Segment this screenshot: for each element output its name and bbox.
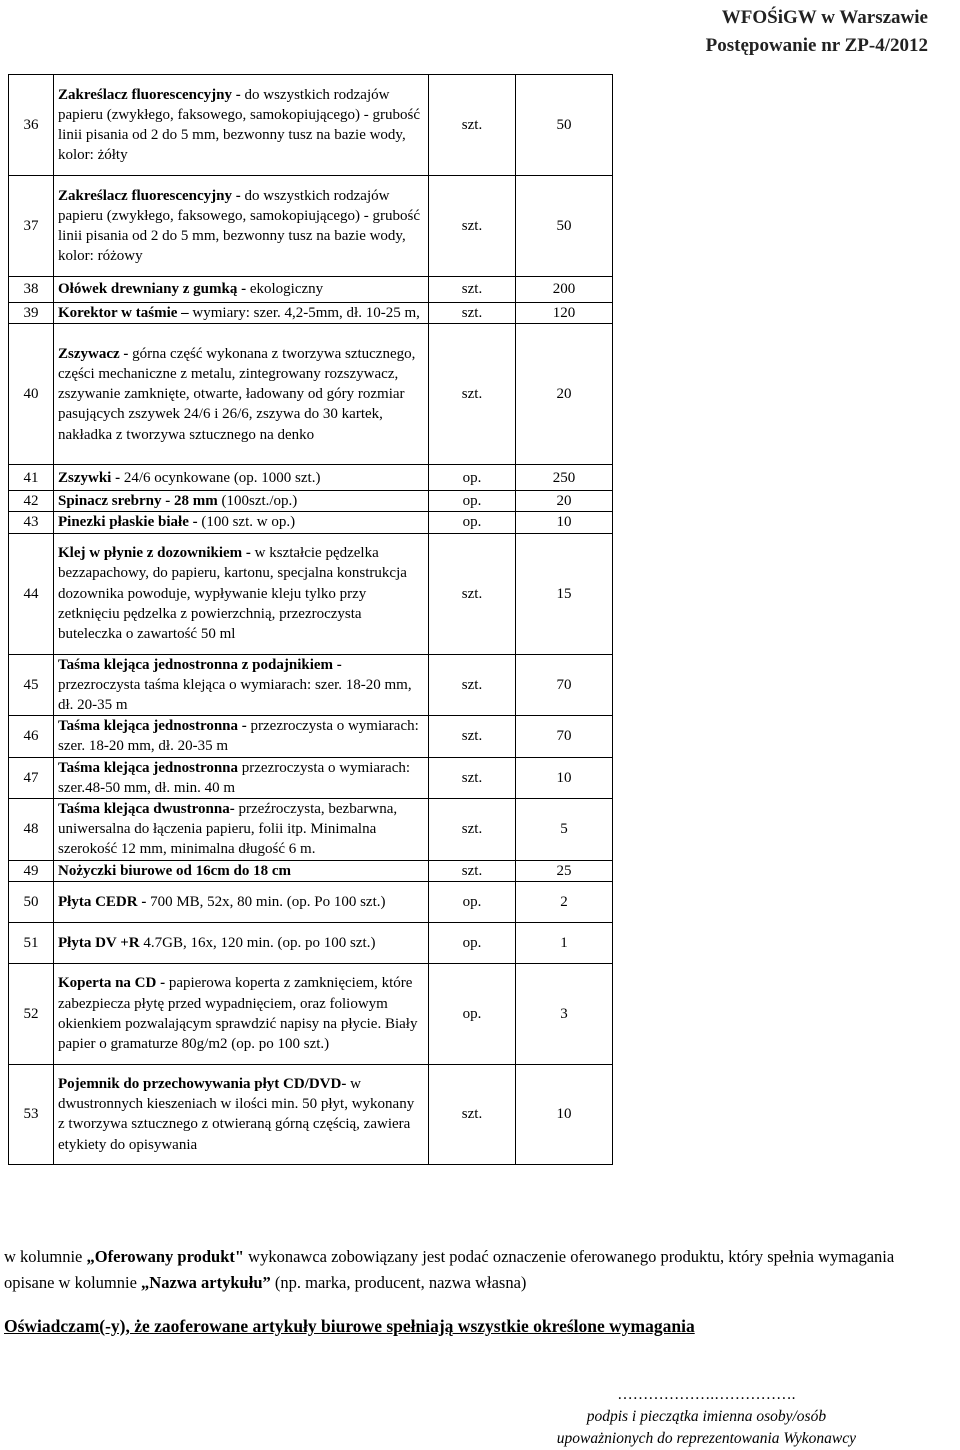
item-name-bold: Ołówek drewniany z gumką - <box>58 281 246 297</box>
item-name <box>54 799 429 861</box>
item-number: 46 <box>9 716 54 757</box>
item-quantity: 200 <box>516 277 613 303</box>
offered-product-cell <box>613 881 960 922</box>
item-quantity: 10 <box>516 1064 613 1164</box>
items-table <box>8 74 960 1165</box>
offered-product-cell <box>613 465 960 491</box>
offered-product-cell <box>613 963 960 1064</box>
item-name-bold: Taśma klejąca dwustronna- <box>58 801 235 817</box>
item-name <box>54 491 429 512</box>
item-name-bold: Zszywki - <box>58 470 120 486</box>
offered-product-cell <box>613 533 960 654</box>
item-name <box>54 922 429 963</box>
item-name <box>54 324 429 465</box>
item-number: 48 <box>9 799 54 861</box>
item-unit: szt. <box>429 799 516 861</box>
item-unit: op. <box>429 963 516 1064</box>
table-row <box>9 465 960 491</box>
item-unit: szt. <box>429 176 516 277</box>
item-name-bold: Korektor w taśmie – <box>58 305 189 321</box>
footer-note <box>4 1244 944 1296</box>
offered-product-cell <box>613 491 960 512</box>
item-quantity: 20 <box>516 324 613 465</box>
item-name-bold: Zakreślacz fluorescencyjny - <box>58 87 241 103</box>
offered-product-cell <box>613 757 960 798</box>
item-name-bold: Spinacz srebrny - 28 mm <box>58 493 218 509</box>
item-name-rest: ekologiczny <box>246 281 323 297</box>
item-unit: szt. <box>429 324 516 465</box>
item-name <box>54 512 429 533</box>
item-number: 45 <box>9 654 54 716</box>
table-row <box>9 716 960 757</box>
item-unit: op. <box>429 465 516 491</box>
item-unit: szt. <box>429 277 516 303</box>
item-number: 42 <box>9 491 54 512</box>
item-quantity: 250 <box>516 465 613 491</box>
item-number: 37 <box>9 176 54 277</box>
procedure-number: Postępowanie nr ZP-4/2012 <box>706 32 928 60</box>
item-name-rest: wymiary: szer. 4,2-5mm, dł. 10-25 m, <box>189 305 420 321</box>
offered-product-cell <box>613 1064 960 1164</box>
item-number: 52 <box>9 963 54 1064</box>
table-row <box>9 324 960 465</box>
item-name-rest: do wszystkich rodzajów papieru (zwykłego, faksowego, samokopiującego) - grubość linii pisania od 2 do 5 mm, bezwonny tusz na bazie wody, kolor: różowy <box>58 188 420 265</box>
item-name-bold: Taśma klejąca jednostronna <box>58 760 238 776</box>
item-name <box>54 75 429 176</box>
offered-product-cell <box>613 860 960 881</box>
offered-product-cell <box>613 512 960 533</box>
item-number: 47 <box>9 757 54 798</box>
item-name-rest: przezroczysta o wymiarach: szer. 18-20 mm, dł. 20-35 m <box>58 718 419 754</box>
item-quantity: 120 <box>516 303 613 324</box>
footer-text-1: w kolumnie <box>4 1247 87 1266</box>
offered-product-cell <box>613 176 960 277</box>
item-quantity: 25 <box>516 860 613 881</box>
item-quantity: 70 <box>516 654 613 716</box>
item-number: 39 <box>9 303 54 324</box>
item-unit: szt. <box>429 757 516 798</box>
item-number: 50 <box>9 881 54 922</box>
item-quantity: 10 <box>516 757 613 798</box>
signature-line-2: upoważnionych do reprezentowania Wykonawcy <box>557 1428 856 1450</box>
item-unit: szt. <box>429 654 516 716</box>
item-unit: op. <box>429 512 516 533</box>
item-name-rest: (100szt./op.) <box>218 493 298 509</box>
item-name-rest: w dwustronnych kieszeniach w ilości min. 50 płyt, wykonany z tworzywa sztucznego z otwieraną górną częścią, zawiera etykiety do opisywania <box>58 1076 414 1153</box>
item-name <box>54 963 429 1064</box>
offered-product-cell <box>613 716 960 757</box>
table-row <box>9 654 960 716</box>
item-name <box>54 533 429 654</box>
offered-product-cell <box>613 303 960 324</box>
item-name <box>54 654 429 716</box>
item-quantity: 15 <box>516 533 613 654</box>
signature-dots: ……………….……………. <box>557 1384 856 1406</box>
item-quantity: 10 <box>516 512 613 533</box>
declaration: Oświadczam(-y), że zaoferowane artykuły biurowe spełniają wszystkie określone wymagania <box>4 1316 695 1337</box>
item-unit: szt. <box>429 75 516 176</box>
item-number: 53 <box>9 1064 54 1164</box>
table-row <box>9 491 960 512</box>
offered-product-cell <box>613 922 960 963</box>
item-number: 49 <box>9 860 54 881</box>
item-name-bold: Zszywacz - <box>58 346 128 362</box>
item-name-bold: Pinezki płaskie białe - <box>58 514 198 530</box>
item-number: 36 <box>9 75 54 176</box>
table-row <box>9 512 960 533</box>
item-name-rest: 4.7GB, 16x, 120 min. (op. po 100 szt.) <box>140 935 376 951</box>
item-name <box>54 277 429 303</box>
item-name-rest: 24/6 ocynkowane (op. 1000 szt.) <box>120 470 320 486</box>
signature-block <box>557 1384 856 1450</box>
item-name-rest: papierowa koperta z zamknięciem, które zabezpiecza płytę przed wypadnięciem, oraz foliowym okienkiem pozwalającym sprawdzić napisy na płycie. Biały papier o gramaturze 80g/m2 (op. po 100 szt.) <box>58 975 417 1052</box>
org-name: WFOŚiGW w Warszawie <box>706 4 928 32</box>
item-name-rest: (100 szt. w op.) <box>198 514 296 530</box>
footer-column-name-1: „Oferowany produkt" <box>87 1247 245 1266</box>
item-name-rest: przeźroczysta, bezbarwna, uniwersalna do łączenia papieru, folii itp. Minimalna szerokość 12 mm, minimalna długość 6 m. <box>58 801 397 857</box>
footer-text-3: (np. marka, producent, nazwa własna) <box>271 1273 527 1292</box>
item-name-rest: w kształcie pędzelka bezzapachowy, do papieru, kartonu, specjalna konstrukcja dozownika powoduje, wypływanie kleju tylko przy zetknięciu pędzelka z powierzchnią, przezroczysta buteleczka o zawartość 50 ml <box>58 545 407 642</box>
item-unit: szt. <box>429 1064 516 1164</box>
footer-column-name-2: „Nazwa artykułu” <box>141 1273 271 1292</box>
item-name-bold: Nożyczki biurowe od 16cm do 18 cm <box>58 863 291 879</box>
item-name <box>54 881 429 922</box>
offered-product-cell <box>613 75 960 176</box>
item-name-rest: 700 MB, 52x, 80 min. (op. Po 100 szt.) <box>146 894 385 910</box>
table-row <box>9 533 960 654</box>
item-unit: op. <box>429 881 516 922</box>
offered-product-cell <box>613 654 960 716</box>
item-name-bold: Taśma klejąca jednostronna - <box>58 718 247 734</box>
item-unit: szt. <box>429 716 516 757</box>
table-row <box>9 757 960 798</box>
item-quantity: 50 <box>516 75 613 176</box>
footer-text-2: wykonawca zobowiązany jest podać oznaczenie oferowanego produktu, który spełnia wymagania opisane w kolumnie <box>4 1247 894 1292</box>
item-name-bold: Płyta DV +R <box>58 935 140 951</box>
table-row <box>9 1064 960 1164</box>
item-quantity: 70 <box>516 716 613 757</box>
offered-product-cell <box>613 799 960 861</box>
item-quantity: 20 <box>516 491 613 512</box>
item-number: 43 <box>9 512 54 533</box>
item-unit: szt. <box>429 533 516 654</box>
item-unit: szt. <box>429 860 516 881</box>
item-name-bold: Taśma klejąca jednostronna z podajnikiem - <box>58 657 342 673</box>
item-name-bold: Zakreślacz fluorescencyjny - <box>58 188 241 204</box>
table-row <box>9 799 960 861</box>
item-name-rest: przezroczysta taśma klejąca o wymiarach: szer. 18-20 mm, dł. 20-35 m <box>58 677 412 713</box>
item-quantity: 50 <box>516 176 613 277</box>
item-name <box>54 716 429 757</box>
item-unit: op. <box>429 922 516 963</box>
signature-line-1: podpis i pieczątka imienna osoby/osób <box>557 1406 856 1428</box>
item-number: 40 <box>9 324 54 465</box>
item-quantity: 3 <box>516 963 613 1064</box>
item-number: 51 <box>9 922 54 963</box>
item-name-bold: Płyta CEDR - <box>58 894 146 910</box>
item-name-rest: do wszystkich rodzajów papieru (zwykłego, faksowego, samokopiującego) - grubość linii pisania od 2 do 5 mm, bezwonny tusz na bazie wody, kolor: żółty <box>58 87 420 164</box>
item-quantity: 5 <box>516 799 613 861</box>
table-row <box>9 277 960 303</box>
offered-product-cell <box>613 324 960 465</box>
item-name-rest: przezroczysta o wymiarach: szer.48-50 mm, dł. min. 40 m <box>58 760 410 796</box>
item-number: 44 <box>9 533 54 654</box>
table-row <box>9 303 960 324</box>
table-row <box>9 881 960 922</box>
item-name <box>54 1064 429 1164</box>
item-name <box>54 465 429 491</box>
item-name-bold: Koperta na CD - <box>58 975 165 991</box>
table-row <box>9 860 960 881</box>
offered-product-cell <box>613 277 960 303</box>
item-name <box>54 303 429 324</box>
item-name <box>54 757 429 798</box>
table-row <box>9 75 960 176</box>
item-name-rest: górna część wykonana z tworzywa sztucznego, części mechaniczne z metalu, zintegrowany rozszywacz, zszywanie zamknięte, otwarte, ładowany od góry rozmiar pasujących zszywek 24/6 i 26/6, zszywa do 30 kartek, nakładka z tworzywa sztucznego na denko <box>58 346 415 443</box>
item-unit: szt. <box>429 303 516 324</box>
item-name <box>54 176 429 277</box>
table-row <box>9 963 960 1064</box>
item-name-bold: Klej w płynie z dozownikiem - <box>58 545 251 561</box>
table-row <box>9 176 960 277</box>
document-header <box>706 4 928 60</box>
item-number: 38 <box>9 277 54 303</box>
item-unit: op. <box>429 491 516 512</box>
item-name <box>54 860 429 881</box>
item-quantity: 2 <box>516 881 613 922</box>
item-number: 41 <box>9 465 54 491</box>
table-row <box>9 922 960 963</box>
item-name-bold: Pojemnik do przechowywania płyt CD/DVD- <box>58 1076 346 1092</box>
item-quantity: 1 <box>516 922 613 963</box>
